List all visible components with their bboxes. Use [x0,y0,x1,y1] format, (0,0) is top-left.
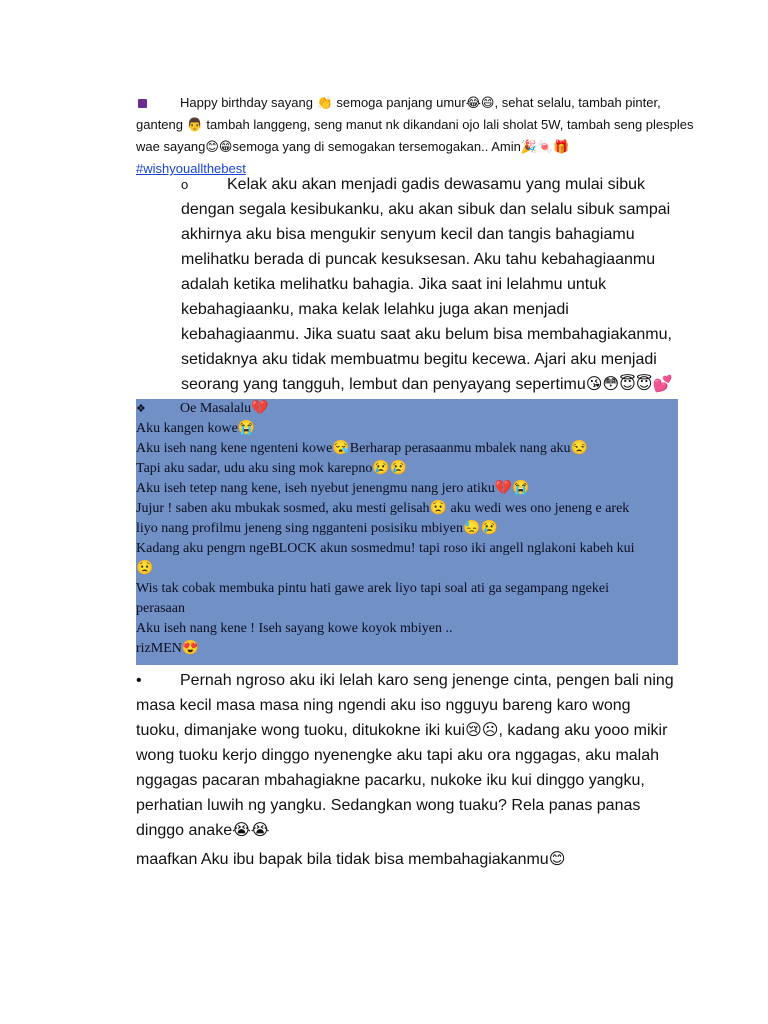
poem-line: liyo nang profilmu jeneng sing ngganteni posisiku mbiyen😓😢 [136,521,498,536]
square-bullet-icon [136,92,180,114]
poem-line: Aku iseh nang kene ngenteni kowe😪Berharap perasaanmu mbalek nang aku😒 [136,441,588,456]
birthday-line-1 [136,92,696,114]
reflection-text: Kelak aku akan menjadi gadis dewasamu yang mulai sibuk dengan segala kesibukanku, aku akan sibuk dan selalu sibuk sampai akhirnya aku bisa mengukir senyum kecil dan tangis bahagiamu melihatku berada di puncak kesuksesan. Aku tahu kebahagiaanmu adalah ketika melihatku bahagia. Jika saat ini lelahmu untuk kebahagiaanku, maka kelak lelahku juga akan menjadi kebahagiaanmu. Jika suatu saat aku belum bisa membahagiakanmu, setidaknya aku tidak membuatmu begitu kecewa. Ajari aku menjadi seorang yang tangguh, lembut dan penyayang sepertimu😘😳😇😇💕 [181,176,673,393]
poem-line: Aku iseh nang kene ! Iseh sayang kowe koyok mbiyen .. [136,621,453,636]
poem-title: Oe Masalalu💔 [180,401,269,416]
birthday-message [136,92,696,180]
poem-highlight-block [136,399,678,665]
diamond-bullet-icon: ❖ [136,403,146,415]
closing-line: maafkan Aku ibu bapak bila tidak bisa membahagiakanmu😊 [136,851,566,868]
poem-line: Tapi aku sadar, udu aku sing mok karepno😢😢 [136,461,408,476]
dot-bullet-icon: • [136,672,142,689]
poem-line: 😟 [136,561,154,576]
poem-line: Aku iseh tetep nang kene, iseh nyebut jenengmu nang jero atiku💔😭 [136,481,530,496]
parents-text: Pernah ngroso aku iki lelah karo seng jenenge cinta, pengen bali ning masa kecil masa masa ning ngendi aku iso ngguyu bareng karo wong tuoku, dimanjake wong tuoku, ditukokne iki kui😢☹, kadang aku yooo mikir wong tuoku kerjo dinggo nyenengke aku tapi aku ora nggagas, aku malah nggagas pacaran mbahagiakne pacarku, nukoke iku kui dinggo yangku, perhatian luwih ng yangku. Sedangkan wong tuaku? Rela panas panas dinggo anake😭😭 [136,672,674,839]
poem-line: Kadang aku pengrn ngeBLOCK akun sosmedmu! tapi roso iki angell nglakoni kabeh kui [136,541,635,556]
birthday-line-2: ganteng 👨 tambah langgeng, seng manut nk dikandani ojo lali sholat 5W, tambah seng plesples [136,117,694,132]
birthday-text-1: Happy birthday sayang 👏 semoga panjang umur😂😄, sehat selalu, tambah pinter, [180,95,661,110]
circle-bullet-icon: o [181,177,189,192]
poem-line: Aku kangen kowe😭 [136,421,256,436]
poem-line: perasaan [136,601,185,616]
poem-signature: rizMEN😍 [136,641,200,656]
poem-line: Jujur ! saben aku mbukak sosmed, aku mesti gelisah😟 aku wedi wes ono jeneng e arek [136,501,630,516]
poem-title-line [136,399,678,419]
birthday-line-3: wae sayang😊😁semoga yang di semogakan tersemogakan.. Amin🎉🍬🎁 [136,139,570,154]
poem-line: Wis tak cobak membuka pintu hati gawe arek liyo tapi soal ati ga segampang ngekei [136,581,609,596]
hashtag-link[interactable]: #wishyouallthebest [136,161,246,176]
parents-paragraph [136,668,676,872]
reflection-paragraph [181,172,681,397]
parents-text-block [136,668,676,843]
